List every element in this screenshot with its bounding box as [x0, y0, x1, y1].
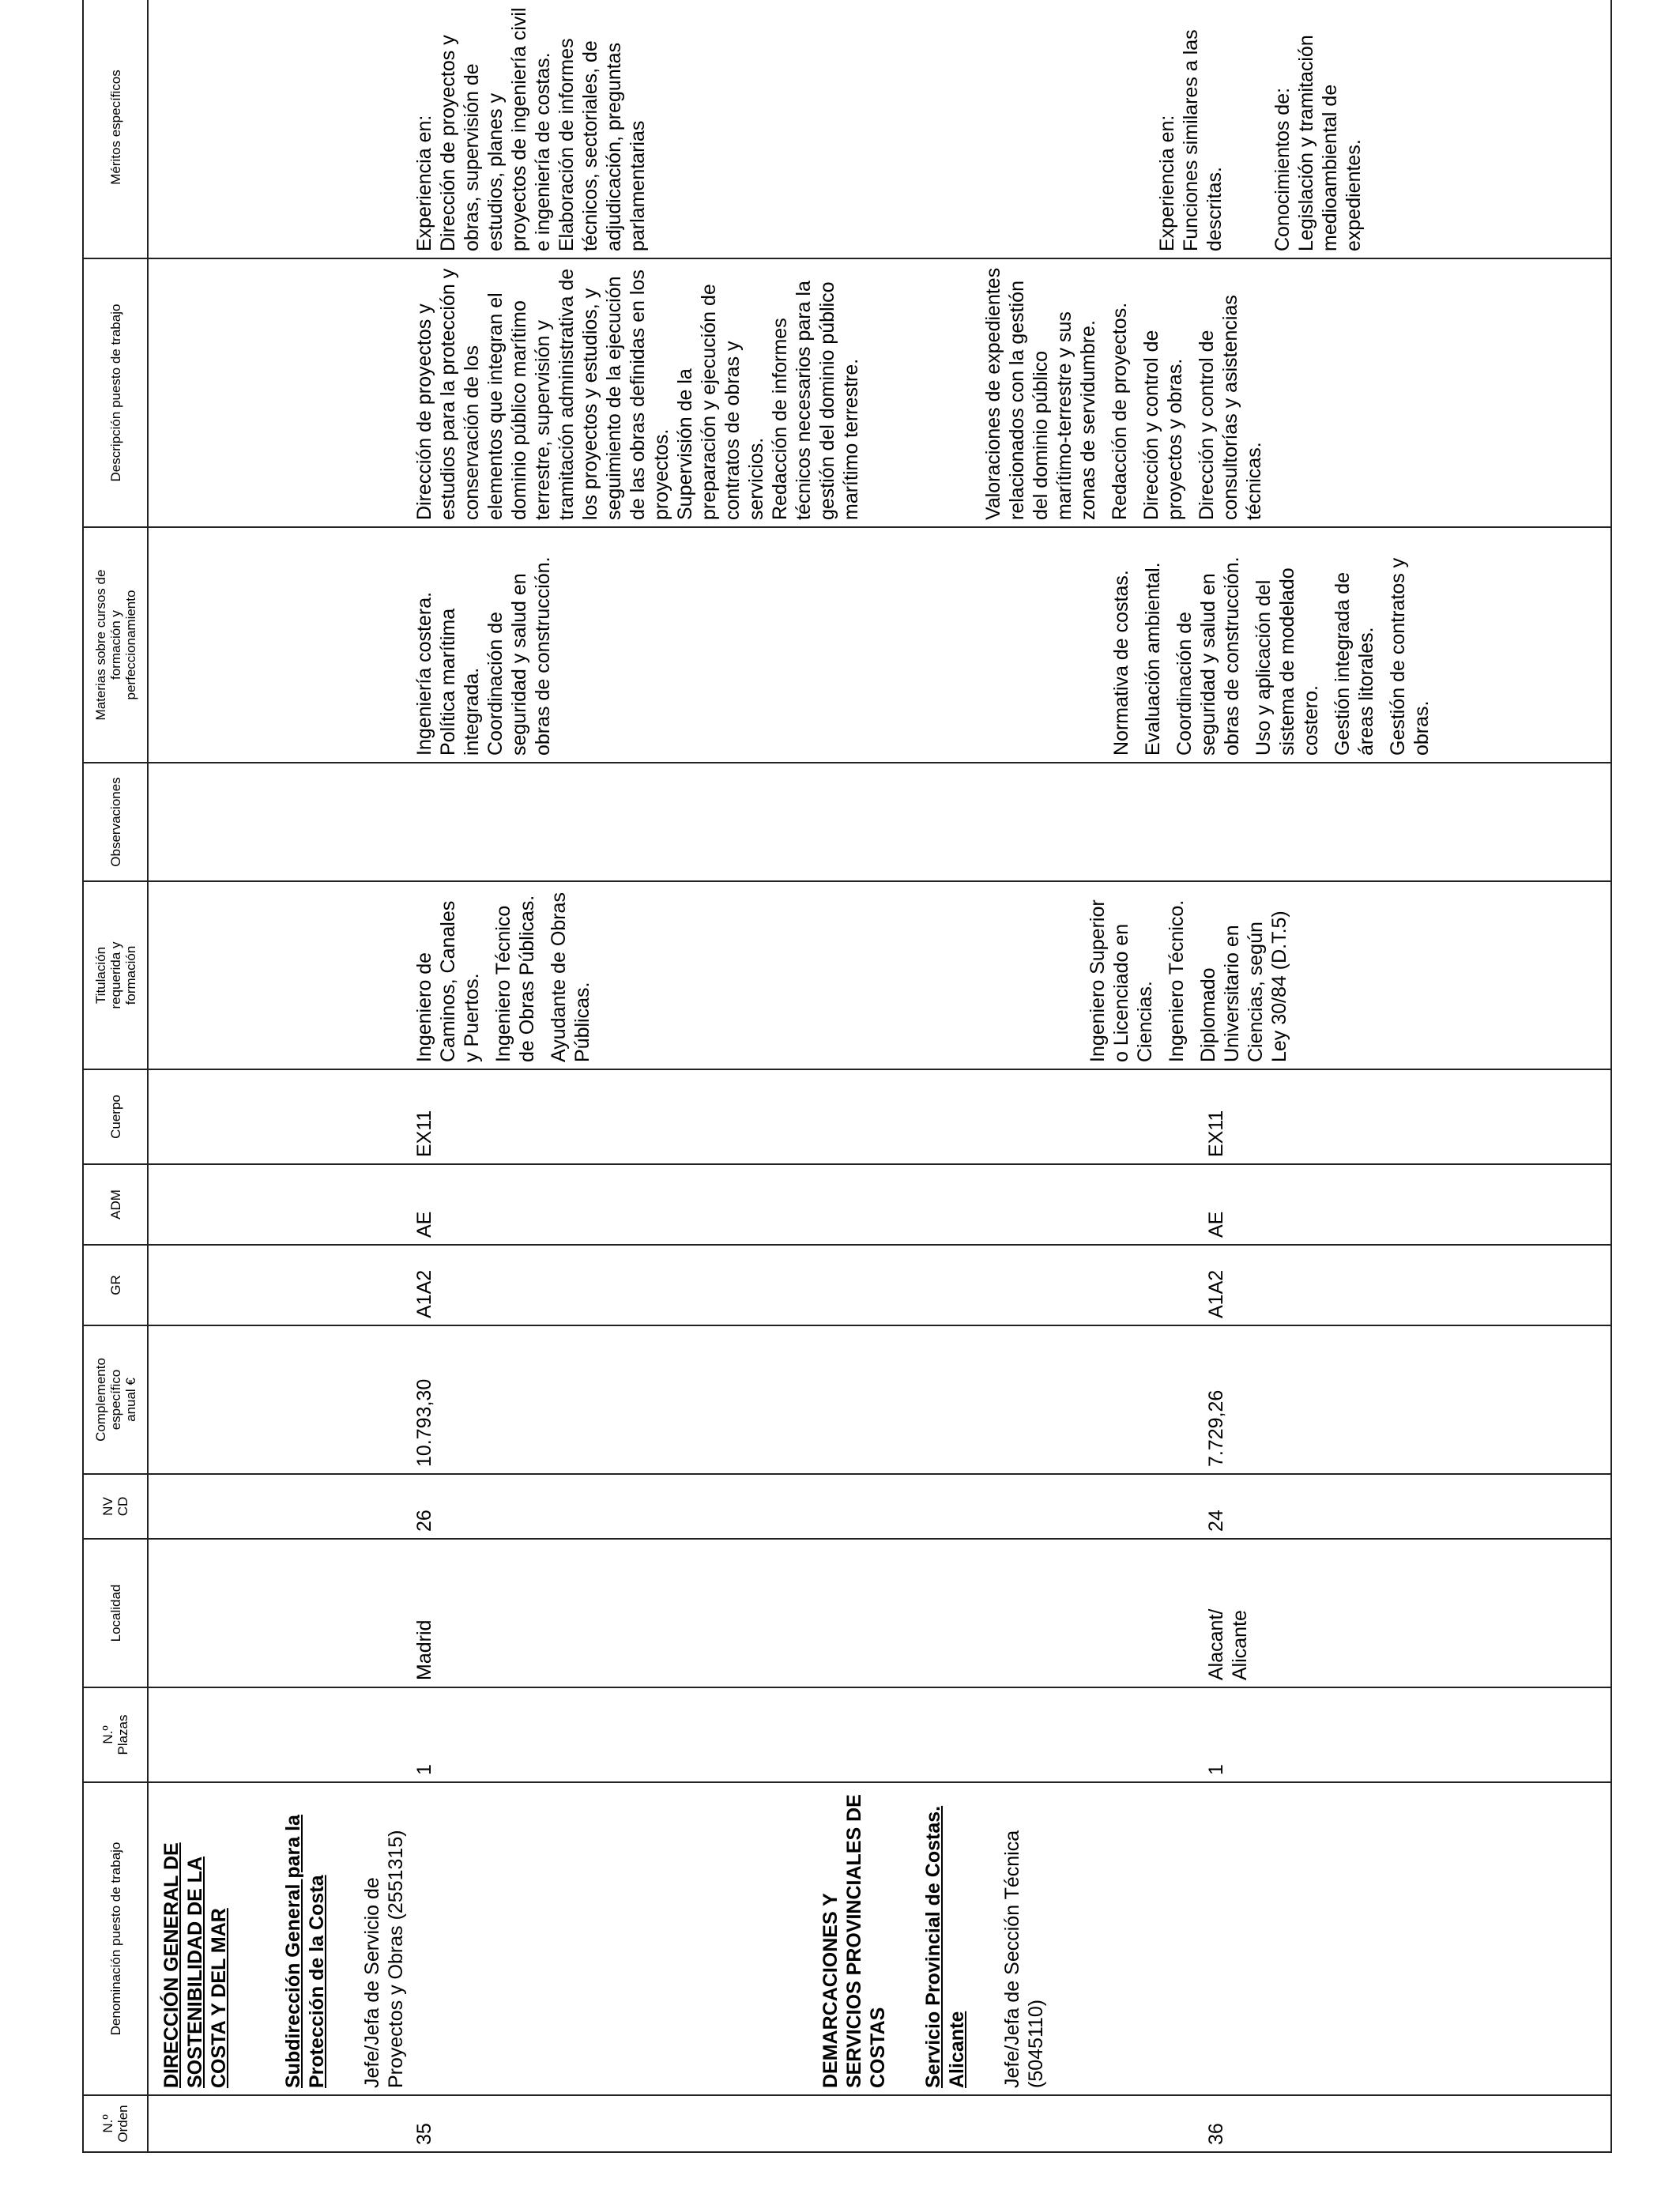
row-36-meritos-item: Conocimientos de:	[1271, 87, 1294, 251]
header-descripcion: Descripción puesto de trabajo	[83, 258, 148, 527]
orden-cell	[148, 2095, 1611, 2152]
table-header-row	[83, 0, 148, 2152]
row-35-cuerpo: EX11	[413, 1110, 435, 1157]
materias-cell	[148, 527, 1611, 763]
row-35-meritos-item: Dirección de proyectos y obras, supervisión de estudios, planes y proyectos de ingeniería civil e ingeniería de costas.	[437, 7, 554, 251]
row-35-descripcion-item: Redacción de informes técnicos necesarios para la gestión del dominio público marítimo terrestre.	[769, 281, 862, 520]
header-grupo: GR	[83, 1245, 148, 1325]
row-35-materias-item: Coordinación de seguridad y salud en obras de construcción.	[484, 556, 554, 756]
row-36-materias-item: Uso y aplicación del sistema de modelado costero.	[1252, 567, 1322, 756]
header-localidad: Localidad	[83, 1539, 148, 1687]
job-positions-table	[82, 0, 1612, 2153]
row-36-materias-item: Evaluación ambiental.	[1142, 562, 1164, 756]
grupo-cell	[148, 1245, 1611, 1325]
row-35-complemento: 10.793,30	[413, 1378, 435, 1467]
row-36-descripcion-item: Dirección y control de consultorías y asistencias técnicas.	[1196, 295, 1265, 520]
localidad-cell	[148, 1539, 1611, 1687]
row-35-orden: 35	[413, 2123, 435, 2145]
row-35-meritos-item: Experiencia en:	[413, 115, 435, 251]
header-materias: Materias sobre cursos de formación y perfeccionamiento	[83, 527, 148, 763]
nivel-cell	[148, 1474, 1611, 1539]
row-36-materias-item: Coordinación de seguridad y salud en obras de construcción.	[1173, 556, 1243, 756]
row-36-nivel: 24	[1205, 1510, 1227, 1532]
row-36-meritos-item: Experiencia en:	[1156, 115, 1178, 251]
row-36-cuerpo: EX11	[1205, 1110, 1227, 1157]
adm-cell	[148, 1164, 1611, 1245]
row-35-adm: AE	[413, 1211, 435, 1238]
cuerpo-cell	[148, 1069, 1611, 1164]
row-35-denominacion: Jefe/Jefa de Servicio de Proyectos y Obras (2551315)	[361, 1830, 407, 2088]
row-35-nivel: 26	[413, 1510, 435, 1532]
row-36-materias-item: Gestión de contratos y obras.	[1387, 557, 1433, 756]
titulacion-cell	[148, 881, 1611, 1069]
header-observaciones: Observaciones	[83, 763, 148, 881]
row-36-complemento: 7.729,26	[1205, 1389, 1227, 1467]
row-35-descripcion-item: Supervisión de la preparación y ejecución de contratos de obras y servicios.	[674, 284, 767, 520]
row-35-titulacion-item: Ingeniero Técnico de Obras Públicas.	[492, 895, 538, 1062]
row-36-plazas: 1	[1205, 1764, 1227, 1775]
header-nivel: NV CD	[83, 1474, 148, 1539]
row-35-grupo: A1A2	[413, 1269, 435, 1318]
row-36-titulacion-item: Ingeniero Superior o Licenciado en Ciencias.	[1087, 899, 1156, 1062]
row-36-titulacion-item: Ingeniero Técnico.	[1166, 899, 1188, 1062]
row-36-orden: 36	[1205, 2123, 1227, 2145]
row-36-localidad: Alacant/ Alicante	[1205, 1608, 1251, 1680]
header-denominacion: Denominación puesto de trabajo	[83, 1782, 148, 2095]
header-cuerpo: Cuerpo	[83, 1069, 148, 1164]
header-complemento: Complemento específico anual €	[83, 1325, 148, 1474]
direccion-general-title: DIRECCIÓN GENERAL DE SOSTENIBILIDAD DE LA COSTA Y DEL MAR	[160, 1842, 230, 2088]
row-36-grupo: A1A2	[1205, 1269, 1227, 1318]
plazas-cell	[148, 1687, 1611, 1782]
header-titulacion: Titulación requerida y formación	[83, 881, 148, 1069]
header-meritos: Méritos específicos	[83, 0, 148, 258]
row-36-adm: AE	[1205, 1211, 1227, 1238]
subdireccion-title: Subdirección General para la Protección de la Costa	[282, 1815, 328, 2088]
servicio-provincial-title: Servicio Provincial de Costas. Alicante	[922, 1805, 968, 2088]
row-36-materias-item: Normativa de costas.	[1110, 570, 1132, 756]
row-36-descripcion-item: Redacción de proyectos.	[1109, 302, 1131, 520]
row-35-descripcion-item: Dirección de proyectos y estudios para la protección y conservación de los elementos que integran el dominio público marítimo terrestre, supervisión y tramitación administrativa de los proyectos y estudios, y seguimiento de la ejecución de las obras definidas en los proyectos.	[413, 268, 672, 520]
table-body-row	[148, 0, 1611, 2152]
row-35-materias-item: Política marítima integrada.	[437, 608, 483, 756]
demarcaciones-title: DEMARCACIONES Y SERVICIOS PROVINCIALES DE COSTAS	[819, 1794, 889, 2088]
descripcion-cell	[148, 258, 1611, 527]
row-35-materias-item: Ingeniería costera.	[413, 591, 435, 756]
observaciones-cell	[148, 763, 1611, 881]
denominacion-cell	[148, 1782, 1611, 2095]
row-36-descripcion-item: Dirección y control de proyectos y obras.	[1140, 330, 1186, 520]
header-plazas: N.º Plazas	[83, 1687, 148, 1782]
row-35-titulacion-item: Ingeniero de Caminos, Canales y Puertos.	[413, 900, 483, 1062]
row-36-denominacion: Jefe/Jefa de Sección Técnica (5045110)	[1001, 1830, 1047, 2088]
row-36-descripcion-item: Valoraciones de expedientes relacionados con la gestión del dominio público marítimo-terrestre y sus zonas de servidumbre.	[982, 267, 1099, 520]
row-35-meritos-item: Elaboración de informes técnicos, sectoriales, de adjudicación, preguntas parlamentarias	[556, 38, 649, 251]
row-36-titulacion-item: Diplomado Universitario en Ciencias, según Ley 30/84 (D.T.5)	[1197, 910, 1290, 1062]
header-orden: N.º Orden	[83, 2095, 148, 2152]
row-36-meritos-item: Funciones similares a las descritas.	[1180, 29, 1226, 251]
header-adm: ADM	[83, 1164, 148, 1245]
row-36-materias-item: Gestión integrada de áreas litorales.	[1332, 571, 1377, 756]
row-35-titulacion-item: Ayudante de Obras Públicas.	[548, 892, 593, 1062]
complemento-cell	[148, 1325, 1611, 1474]
row-36-meritos-item: Legislación y tramitación medioambiental de expedientes.	[1295, 35, 1365, 251]
row-35-localidad: Madrid	[413, 1619, 435, 1680]
meritos-cell	[148, 0, 1611, 258]
row-35-plazas: 1	[413, 1764, 435, 1775]
